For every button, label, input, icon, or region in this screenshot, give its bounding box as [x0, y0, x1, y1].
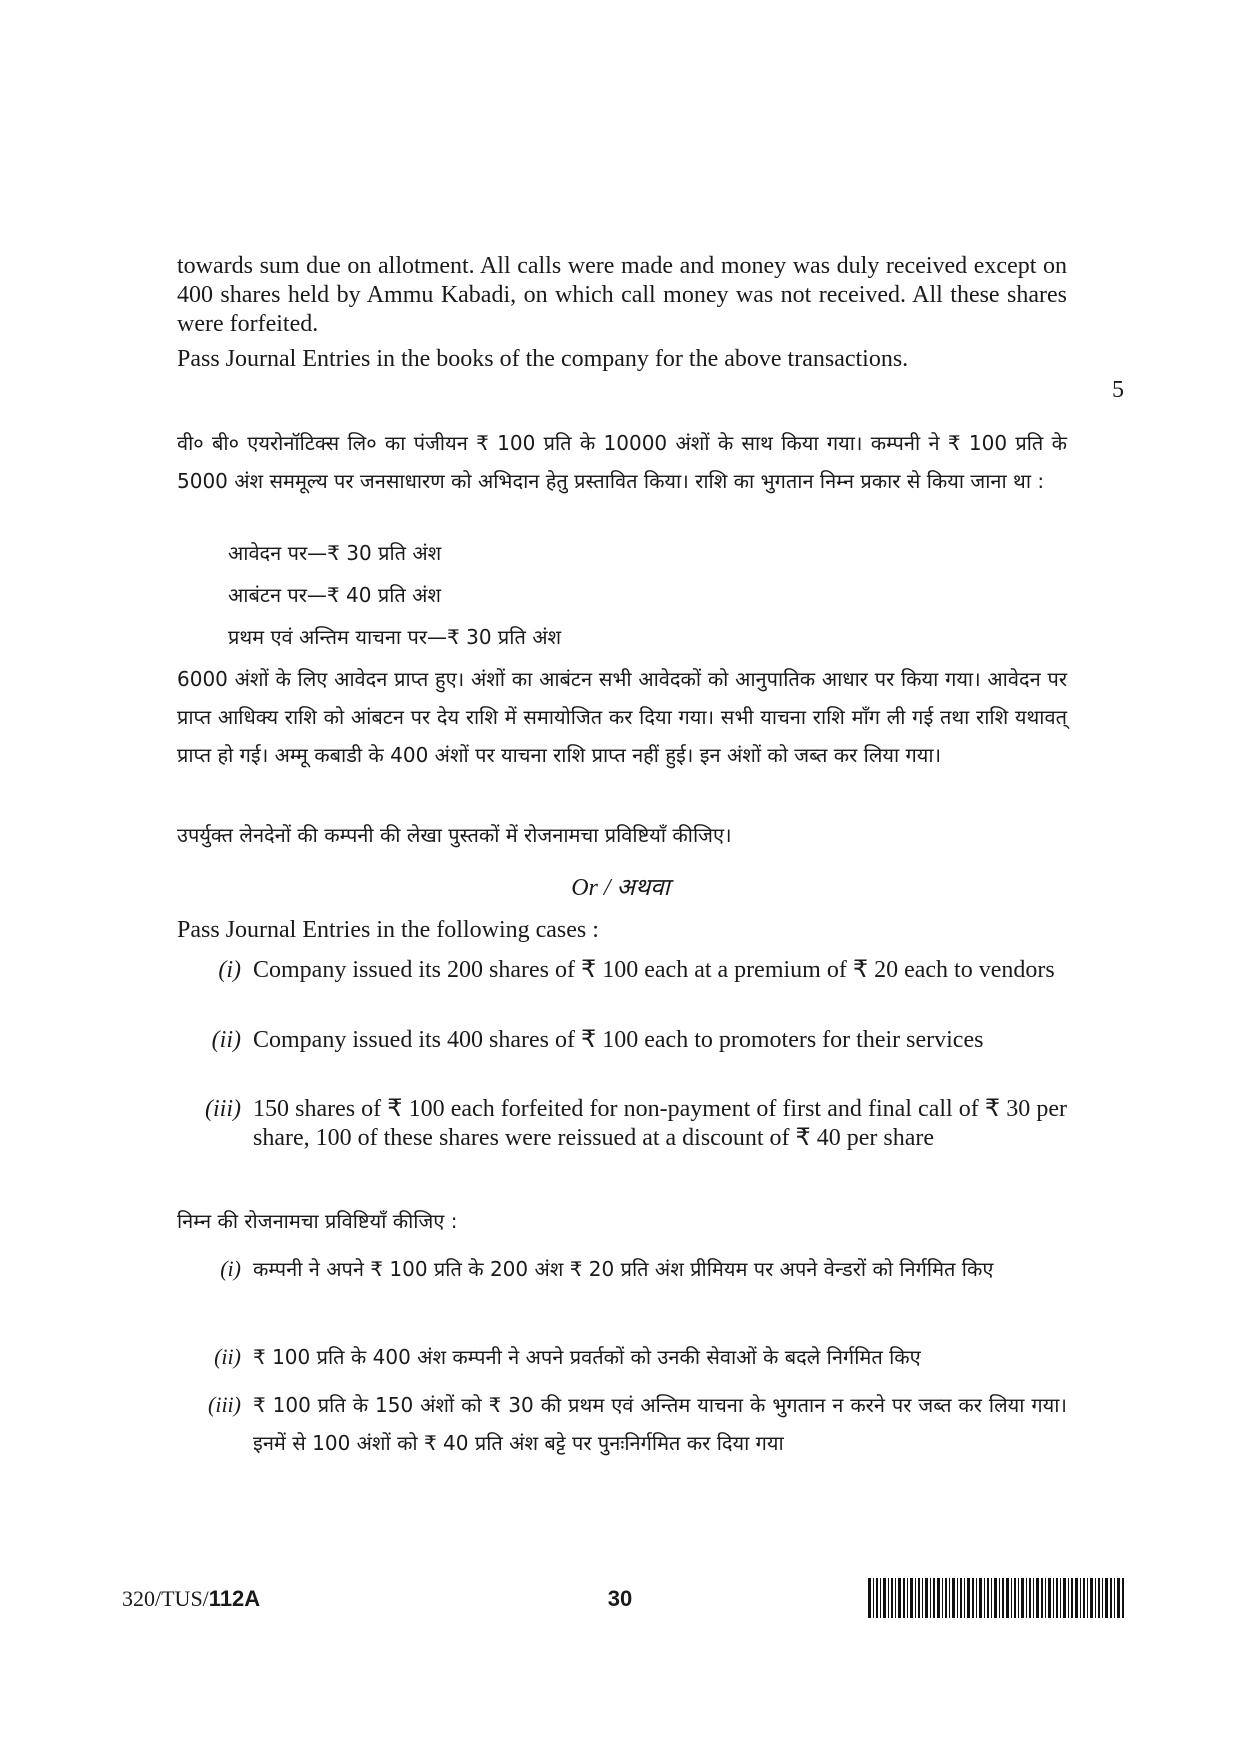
hindi-schedule-call: प्रथम एवं अन्तिम याचना पर—₹ 30 प्रति अंश — [228, 625, 562, 649]
hindi-item-3 — [177, 1386, 1067, 1462]
barcode-icon — [868, 1578, 1124, 1618]
hindi-intro: निम्न की रोजनामचा प्रविष्टियाँ कीजिए : — [177, 1209, 458, 1233]
english-instruction-block — [177, 345, 1067, 374]
item-text: ₹ 100 प्रति के 400 अंश कम्पनी ने अपने प्रवर्तकों को उनकी सेवाओं के बदले निर्गमित किए — [253, 1345, 921, 1369]
hindi-details-block — [177, 660, 1067, 774]
paper-code-bold: 112A — [208, 1586, 261, 1611]
english-intro-block — [177, 916, 1067, 945]
item-number: (i) — [220, 1256, 241, 1281]
hindi-paragraph-3: उपर्युक्त लेनदेनों की कम्पनी की लेखा पुस्तकों में रोजनामचा प्रविष्टियाँ कीजिए। — [177, 823, 732, 847]
hindi-instruction-block — [177, 816, 1067, 854]
english-item-2 — [177, 1026, 1067, 1055]
hindi-question-block — [177, 424, 1067, 500]
hindi-item-1 — [177, 1250, 1067, 1288]
marks-label: 5 — [1112, 377, 1124, 403]
item-text: 150 shares of ₹ 100 each forfeited for non-payment of first and final call of ₹ 30 per share, 100 of these shares were reissued at a discount of ₹ 40 per share — [253, 1096, 1067, 1151]
hindi-schedule-application: आवेदन पर—₹ 30 प्रति अंश — [228, 541, 442, 565]
english-intro: Pass Journal Entries in the following cases : — [177, 917, 599, 943]
item-text: Company issued its 400 shares of ₹ 100 each to promoters for their services — [253, 1027, 984, 1053]
item-number: (i) — [218, 957, 241, 983]
hindi-item-2 — [177, 1338, 1067, 1376]
item-text: ₹ 100 प्रति के 150 अंशों को ₹ 30 की प्रथम एवं अन्तिम याचना के भुगतान न करने पर जब्त कर लिया गया। इनमें से 100 अंशों को ₹ 40 प्रति अंश बट्टे पर पुनःनिर्गमित कर दिया गया — [253, 1393, 1067, 1455]
english-item-1 — [177, 956, 1067, 985]
or-separator: Or / अथवा — [571, 875, 670, 901]
hindi-paragraph-2: 6000 अंशों के लिए आवेदन प्राप्त हुए। अंशों का आबंटन सभी आवेदकों को आनुपातिक आधार पर किया गया। आवेदन पर प्राप्त आधिक्य राशि को आंबटन पर देय राशि में समायोजित कर दिया गया। सभी याचना राशि माँग ली गई तथा राशि यथावत् प्राप्त हो गई। अम्मू कबाडी के 400 अंशों पर याचना राशि प्राप्त नहीं हुई। इन अंशों को जब्त कर लिया गया। — [177, 667, 1067, 767]
hindi-paragraph-1: वी० बी० एयरोनॉटिक्स लि० का पंजीयन ₹ 100 प्रति के 10000 अंशों के साथ किया गया। कम्पनी ने ₹ 100 प्रति के 5000 अंश सममूल्य पर जनसाधारण को अभिदान हेतु प्रस्तावित किया। राशि का भुगतान निम्न प्रकार से किया जाना था : — [177, 431, 1067, 493]
hindi-intro-block — [177, 1202, 1067, 1240]
item-text: Company issued its 200 shares of ₹ 100 each at a premium of ₹ 20 each to vendors — [253, 957, 1055, 983]
item-number: (iii) — [205, 1096, 241, 1122]
page-number: 30 — [607, 1586, 633, 1611]
item-text: कम्पनी ने अपने ₹ 100 प्रति के 200 अंश ₹ 20 प्रति अंश प्रीमियम पर अपने वेन्डरों को निर्गमित किए — [253, 1257, 994, 1281]
english-paragraph-1: towards sum due on allotment. All calls were made and money was duly received except on 400 shares held by Ammu Kabadi, on which call money was not received. All these shares were forfeited. — [177, 253, 1067, 337]
english-item-3 — [177, 1095, 1067, 1153]
hindi-schedule-allotment: आबंटन पर—₹ 40 प्रति अंश — [228, 583, 442, 607]
item-number: (ii) — [211, 1027, 241, 1053]
paper-code — [122, 1586, 260, 1612]
item-number: (iii) — [208, 1392, 241, 1417]
english-paragraph-2: Pass Journal Entries in the books of the company for the above transactions. — [177, 346, 909, 372]
item-number: (ii) — [214, 1344, 241, 1369]
question-continuation — [177, 252, 1067, 339]
paper-code-prefix: 320/TUS/ — [122, 1586, 209, 1611]
